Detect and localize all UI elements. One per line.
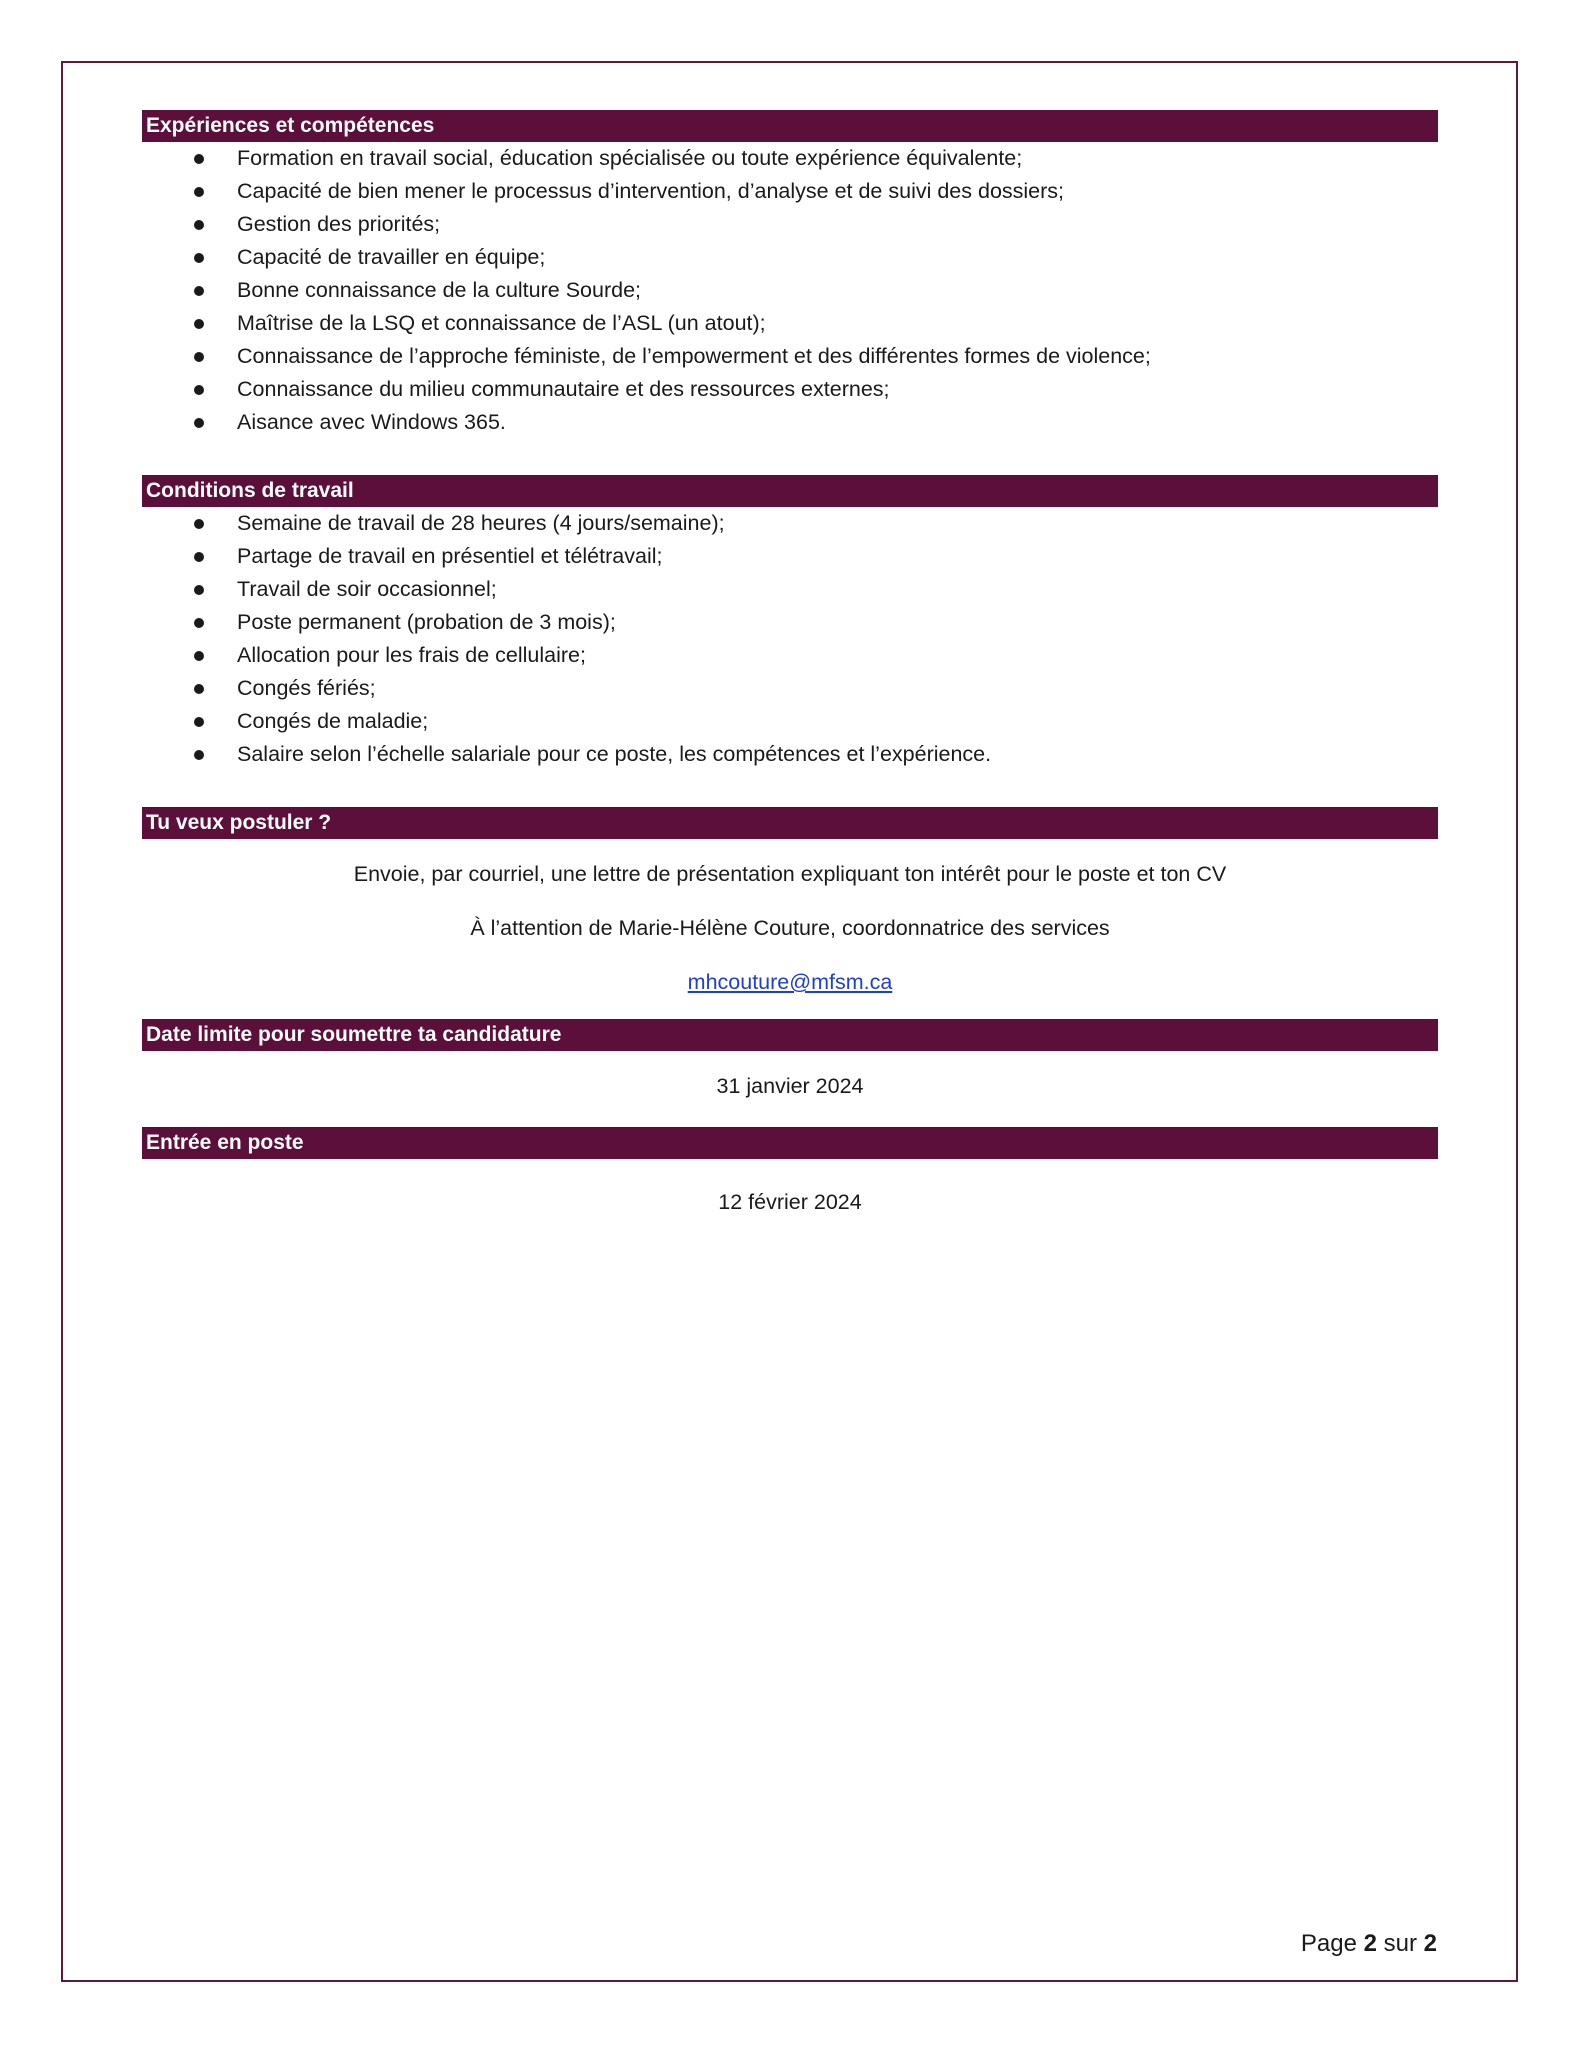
- list-item: Allocation pour les frais de cellulaire;: [142, 639, 1438, 672]
- list-item: Poste permanent (probation de 3 mois);: [142, 606, 1438, 639]
- apply-email-line: [142, 967, 1438, 997]
- apply-instructions: Envoie, par courriel, une lettre de présentation expliquant ton intérêt pour le poste et ton CV: [353, 862, 1227, 886]
- list-item: Semaine de travail de 28 heures (4 jours/semaine);: [142, 507, 1438, 540]
- list-item: Travail de soir occasionnel;: [142, 573, 1438, 606]
- list-item: Maîtrise de la LSQ et connaissance de l’ASL (un atout);: [142, 307, 1438, 340]
- list-item: Congés fériés;: [142, 672, 1438, 705]
- list-item: Salaire selon l’échelle salariale pour ce poste, les compétences et l’expérience.: [142, 738, 1438, 771]
- list-item: Partage de travail en présentiel et télétravail;: [142, 540, 1438, 573]
- email-link[interactable]: mhcouture@mfsm.ca: [687, 970, 893, 994]
- experiences-list: [142, 142, 1438, 439]
- section-header-experiences: Expériences et compétences: [142, 110, 1438, 142]
- list-item: Connaissance de l’approche féministe, de l’empowerment et des différentes formes de violence;: [142, 340, 1438, 373]
- apply-attention: À l’attention de Marie-Hélène Couture, coordonnatrice des services: [470, 916, 1110, 940]
- list-item: Formation en travail social, éducation spécialisée ou toute expérience équivalente;: [142, 142, 1438, 175]
- list-item: Aisance avec Windows 365.: [142, 406, 1438, 439]
- section-header-conditions: Conditions de travail: [142, 475, 1438, 507]
- list-item: Congés de maladie;: [142, 705, 1438, 738]
- page-word: Page: [1300, 1930, 1357, 1957]
- list-item: Connaissance du milieu communautaire et des ressources externes;: [142, 373, 1438, 406]
- page-number: [1301, 1930, 1437, 1958]
- list-item: Gestion des priorités;: [142, 208, 1438, 241]
- document-content: [142, 110, 1438, 1217]
- conditions-list: [142, 507, 1438, 771]
- section-header-apply: Tu veux postuler ?: [142, 807, 1438, 839]
- deadline-date: 31 janvier 2024: [716, 1074, 864, 1098]
- page-sep-word: sur: [1383, 1930, 1417, 1957]
- list-item: Bonne connaissance de la culture Sourde;: [142, 274, 1438, 307]
- list-item: Capacité de bien mener le processus d’intervention, d’analyse et de suivi des dossiers;: [142, 175, 1438, 208]
- section-header-start: Entrée en poste: [142, 1127, 1438, 1159]
- current-page: 2: [1363, 1930, 1377, 1957]
- list-item: Capacité de travailler en équipe;: [142, 241, 1438, 274]
- section-header-deadline: Date limite pour soumettre ta candidature: [142, 1019, 1438, 1051]
- total-pages: 2: [1423, 1930, 1437, 1957]
- start-date: 12 février 2024: [718, 1190, 862, 1214]
